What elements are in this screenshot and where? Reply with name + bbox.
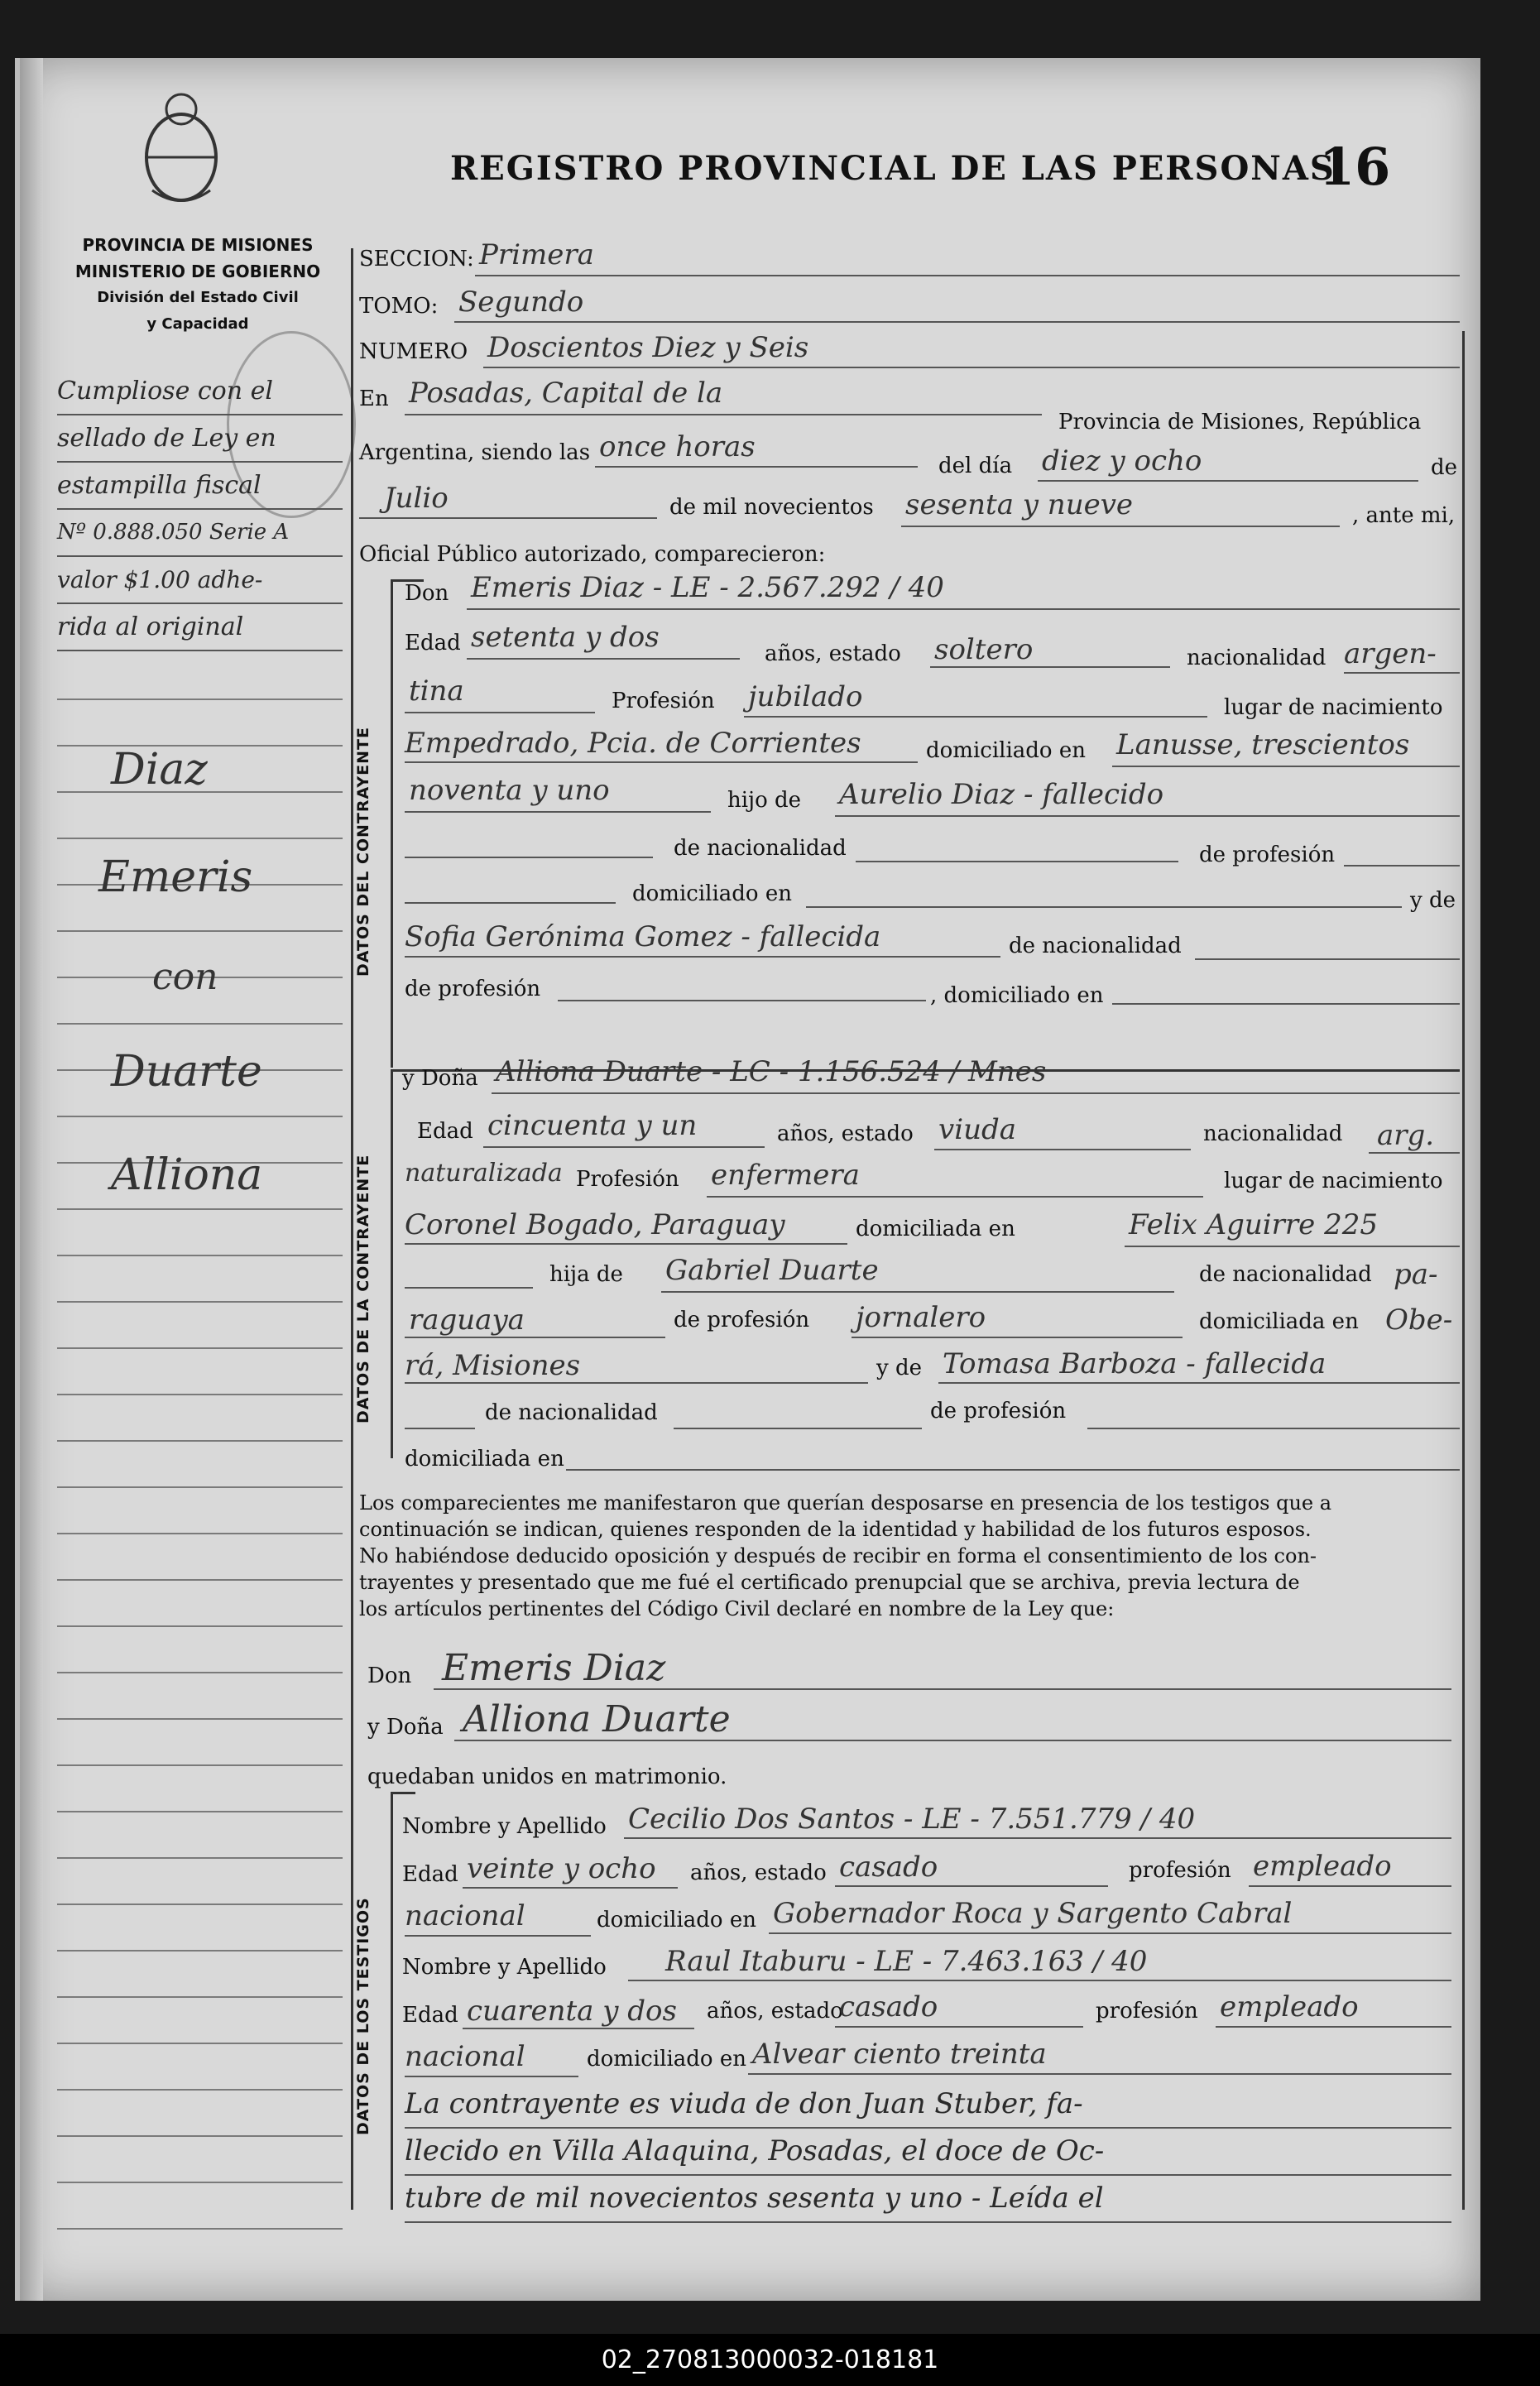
testigos-note-line: La contrayente es viuda de don Juan Stuber, fa- (405, 2081, 1451, 2129)
testigos-note-line: tubre de mil novecientos sesenta y uno - Leída el (405, 2176, 1451, 2223)
padre-nacionalidad-value-2: pa- (1394, 1258, 1438, 1291)
testigo1-profesion-value-cont: nacional (405, 1899, 525, 1932)
margin-note-line: valor $1.00 adhe- (57, 557, 343, 604)
de-label: de (1431, 455, 1458, 480)
domicilio-value-cont: noventa y uno (409, 774, 610, 807)
provincia-label: Provincia de Misiones, República (1058, 410, 1422, 434)
testigo2-edad-value: cuarenta y dos (467, 1995, 677, 2028)
testigo1-edad-label: Edad (402, 1862, 458, 1887)
estado-value-2: viuda (938, 1113, 1017, 1146)
edad-label-2: Edad (417, 1119, 473, 1144)
lugar-nacimiento-label: lugar de nacimiento (1224, 695, 1443, 720)
domiciliado-label: domiciliado en (926, 738, 1086, 763)
lugar-nacimiento-label-2: lugar de nacimiento (1224, 1169, 1443, 1193)
testigo1-domicilio-value: Gobernador Roca y Sargento Cabral (773, 1897, 1293, 1930)
argentina-label: Argentina, siendo las (359, 440, 591, 465)
padre-nacionalidad-value-2-cont: raguaya (409, 1303, 525, 1337)
nacionalidad-label-2: nacionalidad (1203, 1121, 1343, 1146)
margin-name: Emeris (98, 852, 253, 902)
numero-value: Doscientos Diez y Seis (487, 331, 809, 364)
declaration-line: los artículos pertinentes del Código Civil declaré en nombre de la Ley que: (359, 1597, 1115, 1620)
y-de-label-2: y de (876, 1356, 922, 1380)
oficial-label: Oficial Público autorizado, comparecieron: (359, 542, 826, 567)
declaration-paragraph (359, 1490, 1464, 1622)
padre-nacionalidad-label-2: de nacionalidad (1199, 1262, 1372, 1287)
estado-value: soltero (934, 633, 1034, 666)
margin-name: Alliona (111, 1150, 263, 1200)
padre-value: Aurelio Diaz - fallecido (839, 778, 1164, 811)
declaration-line: continuación se indican, quienes responden de la identidad y habilidad de los futuros esposos. (359, 1518, 1312, 1541)
testigo2-nombre-label: Nombre y Apellido (402, 1955, 607, 1980)
testigo2-nombre-value: Raul Itaburu - LE - 7.463.163 / 40 (665, 1945, 1148, 1978)
dia-value: diez y ocho (1042, 444, 1202, 478)
division-label: División del Estado Civil (97, 289, 299, 306)
hija-label: hija de (549, 1262, 623, 1287)
margin-note (57, 368, 343, 651)
ante-label: , ante mi, (1352, 503, 1456, 528)
margin-divider (351, 248, 353, 2210)
hijo-label: hijo de (727, 788, 802, 813)
hora-value: once horas (599, 430, 756, 463)
padre-domicilio-value-2: Obe- (1385, 1303, 1453, 1337)
dona-label: y Doña (402, 1066, 478, 1091)
padre-profesion-value-2: jornalero (856, 1301, 986, 1334)
margin-note-line: sellado de Ley en (57, 415, 343, 463)
page-number: 16 (1319, 137, 1391, 197)
dona-value: Alliona Duarte - LC - 1.156.524 / Mnes (496, 1055, 1047, 1088)
province-label: PROVINCIA DE MISIONES (82, 235, 314, 255)
margin-ruled-lines (57, 695, 343, 2251)
anios-label-2: años, estado (777, 1121, 914, 1146)
testigo1-anios-label: años, estado (690, 1860, 827, 1885)
unidos-label: quedaban unidos en matrimonio. (367, 1764, 727, 1789)
padre-profesion-label-2: de profesión (674, 1308, 810, 1332)
footer-code: 02_270813000032-018181 (0, 2334, 1540, 2386)
nacionalidad-value-cont: tina (409, 675, 464, 708)
anio-label: de mil novecientos (669, 495, 874, 520)
en-value: Posadas, Capital de la (409, 377, 723, 410)
declaration-line: Los comparecientes me manifestaron que querían desposarse en presencia de los testigos que a (359, 1491, 1332, 1515)
domicilio-value-2: Felix Aguirre 225 (1129, 1208, 1379, 1241)
don-value: Emeris Diaz - LE - 2.567.292 / 40 (471, 571, 944, 604)
testigo2-profesion-label: profesión (1096, 1999, 1198, 2024)
edad-value-2: cincuenta y un (487, 1109, 698, 1142)
nacionalidad-value: argen- (1344, 637, 1437, 670)
testigo2-edad-label: Edad (402, 2003, 458, 2028)
dia-label: del día (938, 454, 1013, 478)
testigo2-domicilio-label: domiciliado en (587, 2047, 746, 2072)
testigo1-edad-value: veinte y ocho (467, 1852, 656, 1885)
padre-profesion-label: de profesión (1199, 843, 1336, 867)
register-page (15, 58, 1480, 2301)
capacity-label: y Capacidad (146, 315, 249, 333)
testigo2-estado-value: casado (839, 1990, 938, 2024)
margin-name: Duarte (111, 1047, 262, 1097)
padre-domicilio-label: domiciliado en (632, 881, 792, 906)
testigo1-estado-value: casado (839, 1851, 938, 1884)
madre-value-2: Tomasa Barboza - fallecida (943, 1347, 1327, 1380)
margin-note-line: Cumpliose con el (57, 368, 343, 415)
madre-nacionalidad-label: de nacionalidad (1009, 934, 1182, 958)
seccion-value: Primera (479, 238, 594, 271)
madre-domicilio-label-2: domiciliada en (405, 1447, 564, 1471)
nacionalidad-label: nacionalidad (1187, 646, 1327, 670)
contrayente-section-title: DATOS DEL CONTRAYENTE (354, 727, 372, 977)
declaration-line: No habiéndose deducido oposición y después de recibir en forma el consentimiento de los con- (359, 1544, 1317, 1567)
coat-of-arms-icon (136, 91, 227, 207)
edad-label: Edad (405, 631, 461, 655)
margin-note-line: Nº 0.888.050 Serie A (57, 510, 343, 557)
testigo2-domicilio-value: Alvear ciento treinta (752, 2038, 1047, 2071)
anios-label: años, estado (765, 641, 901, 666)
testigos-note (405, 2081, 1451, 2223)
profesion-value: jubilado (748, 680, 863, 713)
lugar-nacimiento-value-2: Coronel Bogado, Paraguay (405, 1208, 785, 1241)
testigos-note-line: llecido en Villa Alaquina, Posadas, el doce de Oc- (405, 2129, 1451, 2176)
profesion-value-2: enfermera (711, 1159, 860, 1192)
declaration-dona-label: y Doña (367, 1715, 444, 1740)
margin-note-line: rida al original (57, 604, 343, 651)
declaration-don-label: Don (367, 1663, 412, 1688)
contrayenta-section-title: DATOS DE LA CONTRAYENTE (354, 1154, 372, 1423)
padre-value-2: Gabriel Duarte (665, 1254, 879, 1287)
madre-value: Sofia Gerónima Gomez - fallecida (405, 920, 881, 953)
madre-domicilio-label: , domiciliado en (930, 983, 1104, 1008)
edad-value: setenta y dos (471, 621, 660, 654)
anio-value: sesenta y nueve (905, 488, 1134, 521)
y-de-label: y de (1410, 888, 1456, 913)
padre-domicilio-value-2-cont: rá, Misiones (405, 1349, 581, 1382)
testigo1-domicilio-label: domiciliado en (597, 1908, 756, 1932)
testigo2-profesion-value-cont: nacional (405, 2040, 525, 2073)
madre-nacionalidad-label-2: de nacionalidad (485, 1400, 658, 1425)
declaration-line: trayentes y presentado que me fué el certificado prenupcial que se archiva, previa lectura de (359, 1571, 1300, 1594)
en-label: En (359, 386, 389, 411)
seccion-label: SECCION: (359, 247, 474, 271)
nacionalidad-value-2: arg. (1377, 1119, 1435, 1152)
testigo1-nombre-value: Cecilio Dos Santos - LE - 7.551.779 / 40 (628, 1803, 1196, 1836)
nacionalidad-value-2-cont: naturalizada (405, 1159, 563, 1188)
testigos-section-title: DATOS DE LOS TESTIGOS (354, 1897, 372, 2135)
padre-nacionalidad-label: de nacionalidad (674, 836, 847, 861)
don-label: Don (405, 581, 449, 606)
domicilio-value: Lanusse, trescientos (1116, 728, 1410, 761)
ministry-label: MINISTERIO DE GOBIERNO (74, 262, 321, 281)
margin-note-line: estampilla fiscal (57, 463, 343, 510)
page-title: REGISTRO PROVINCIAL DE LAS PERSONAS (450, 149, 1336, 188)
margin-name: Diaz (111, 745, 208, 795)
declaration-dona-value: Alliona Duarte (463, 1698, 731, 1740)
testigo1-profesion-label: profesión (1129, 1858, 1231, 1883)
tomo-value: Segundo (458, 286, 584, 319)
margin-name: con (152, 956, 218, 998)
declaration-don-value: Emeris Diaz (442, 1647, 666, 1689)
profesion-label-2: Profesión (576, 1167, 679, 1192)
madre-profesion-label: de profesión (405, 977, 541, 1001)
binding-spine (20, 58, 43, 2301)
testigo1-nombre-label: Nombre y Apellido (402, 1814, 607, 1839)
tomo-label: TOMO: (359, 294, 439, 319)
testigo1-profesion-value: empleado (1253, 1850, 1392, 1883)
testigo2-anios-label: años, estado (707, 1999, 843, 2024)
testigo2-profesion-value: empleado (1220, 1990, 1359, 2024)
numero-label: NUMERO (359, 339, 468, 364)
profesion-label: Profesión (612, 689, 715, 713)
mes-value: Julio (384, 482, 449, 515)
madre-profesion-label-2: de profesión (930, 1399, 1067, 1423)
lugar-nacimiento-value: Empedrado, Pcia. de Corrientes (405, 727, 861, 760)
domiciliada-label: domiciliada en (856, 1217, 1015, 1241)
padre-domicilio-label-2: domiciliada en (1199, 1309, 1359, 1334)
